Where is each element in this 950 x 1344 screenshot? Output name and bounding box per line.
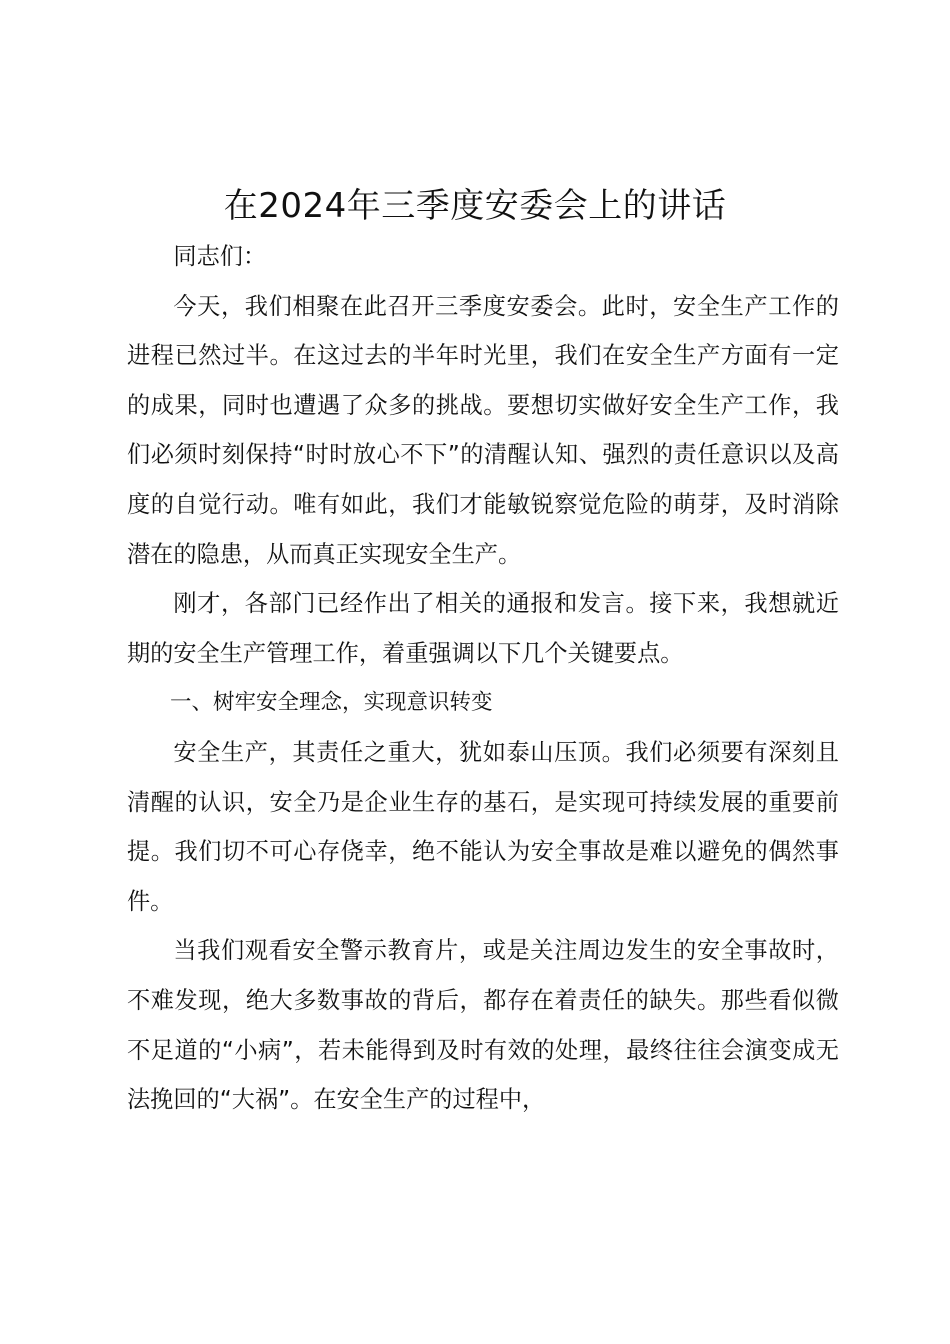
paragraph-opening: 今天，我们相聚在此召开三季度安委会。此时，安全生产工作的进程已然过半。在这过去的半年时光里，我们在安全生产方面有一定的成果，同时也遭遇了众多的挑战。要想切实做好安全生产工作，我们必须时刻保持“时时放心不下”的清醒认知、强烈的责任意识以及高度的自觉行动。唯有如此，我们才能敏锐察觉危险的萌芽，及时消除潜在的隐患，从而真正实现安全生产。 (127, 292, 839, 568)
paragraph-accident-analysis: 当我们观看安全警示教育片，或是关注周边发生的安全事故时，不难发现，绝大多数事故的背后，都存在着责任的缺失。那些看似微不足道的“小病”，若未能得到及时有效的处理，最终往往会演变成无法挽回的“大祸”。在安全生产的过程中， (127, 937, 839, 1114)
salutation: 同志们： (173, 243, 267, 270)
document-title: 在2024年三季度安委会上的讲话 (223, 186, 727, 226)
paragraph-transition: 刚才，各部门已经作出了相关的通报和发言。接下来，我想就近期的安全生产管理工作，着重强调以下几个关键要点。 (127, 590, 839, 667)
document-body (127, 232, 839, 1125)
paragraph-safety-responsibility: 安全生产，其责任之重大，犹如泰山压顶。我们必须要有深刻且清醒的认识，安全乃是企业生存的基石，是实现可持续发展的重要前提。我们切不可心存侥幸，绝不能认为安全事故是难以避免的偶然事件。 (127, 738, 839, 915)
section-heading-1: 一、树牢安全理念，实现意识转变 (170, 690, 493, 716)
